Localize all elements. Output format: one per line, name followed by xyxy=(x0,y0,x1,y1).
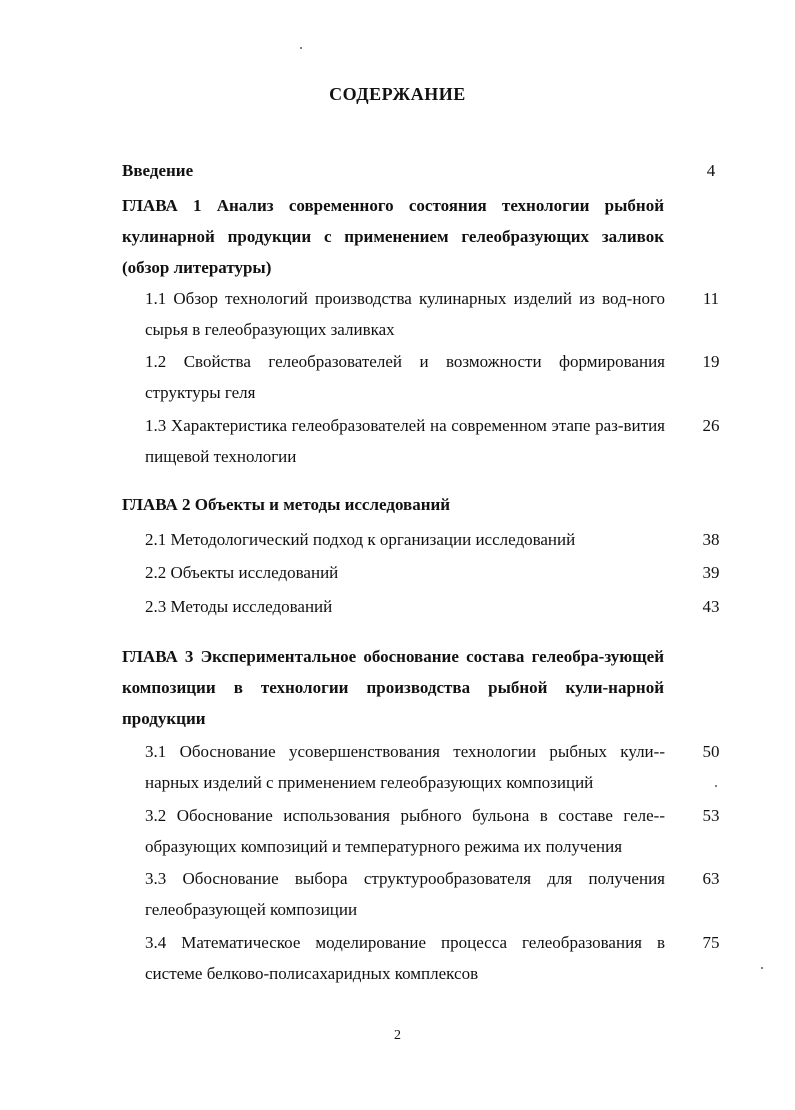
toc-entry-introduction xyxy=(122,155,664,186)
toc-page-number: 39 xyxy=(702,563,720,582)
toc-entry-text: 3.4 Математическое моделирование процесса гелеобразования в системе белково-полисахаридных комплексов xyxy=(145,933,665,983)
toc-page-number: 43 xyxy=(702,597,720,616)
toc-entry-1-2 xyxy=(145,346,665,408)
toc-entry-text: 2.3 Методы исследований xyxy=(145,597,333,616)
toc-entry-2-2 xyxy=(145,557,665,588)
scan-speck xyxy=(761,967,763,969)
toc-entry-text: 2.2 Объекты исследований xyxy=(145,563,339,582)
toc-entry-text: ГЛАВА 1 Анализ современного состояния технологии рыбной кулинарной продукции с применением гелеобразующих заливок (обзор литературы) xyxy=(122,196,664,277)
toc-entry-text: 1.2 Свойства гелеобразователей и возможности формирования структуры геля xyxy=(145,352,665,402)
toc-entry-text: 1.3 Характеристика гелеобразователей на современном этапе раз-вития пищевой технологии xyxy=(145,416,665,466)
toc-page-number: 38 xyxy=(702,530,720,549)
toc-entry-chapter-1 xyxy=(122,190,664,283)
toc-entry-3-1 xyxy=(145,736,665,798)
toc-entry-text: ГЛАВА 2 Объекты и методы исследований xyxy=(122,495,451,514)
scan-speck xyxy=(715,785,717,787)
toc-entry-1-3 xyxy=(145,410,665,472)
toc-page-number: 63 xyxy=(702,869,720,888)
toc-entry-chapter-3 xyxy=(122,641,664,734)
toc-entry-text: 3.3 Обоснование выбора структурообразователя для получения гелеобразующей композиции xyxy=(145,869,665,919)
toc-entry-text: 3.2 Обоснование использования рыбного бульона в составе геле-образующих композиций и температурного режима их получения xyxy=(145,806,665,856)
toc-entry-text: 2.1 Методологический подход к организации исследований xyxy=(145,530,576,549)
toc-page-number: 4 xyxy=(706,161,716,180)
toc-entry-text: 3.1 Обоснование усовершенствования технологии рыбных кули-нарных изделий с применением гелеобразующих композиций xyxy=(145,742,665,792)
toc-entry-2-1 xyxy=(145,524,665,555)
toc-entry-3-2 xyxy=(145,800,665,862)
toc-entry-2-3 xyxy=(145,591,665,622)
toc-entry-1-1 xyxy=(145,283,665,345)
toc-entry-chapter-2 xyxy=(122,489,664,520)
page-number-footer: 2 xyxy=(394,1028,401,1043)
toc-page-number: 19 xyxy=(702,352,720,371)
toc-page-number: 53 xyxy=(702,806,720,825)
toc-title: СОДЕРЖАНИЕ xyxy=(329,84,466,104)
toc-entry-text: ГЛАВА 3 Экспериментальное обоснование состава гелеобра-зующей композиции в технологии производства рыбной кули-нарной продукции xyxy=(122,647,664,728)
toc-page-number: 50 xyxy=(702,742,720,761)
toc-entry-text: 1.1 Обзор технологий производства кулинарных изделий из вод-ного сырья в гелеобразующих заливках xyxy=(145,289,665,339)
toc-page-number: 75 xyxy=(702,933,720,952)
toc-page-number: 26 xyxy=(702,416,720,435)
scan-speck xyxy=(300,47,302,49)
toc-entry-3-3 xyxy=(145,863,665,925)
toc-entry-3-4 xyxy=(145,927,665,989)
toc-entry-text: Введение xyxy=(122,161,194,180)
toc-page-number: 11 xyxy=(702,289,720,308)
